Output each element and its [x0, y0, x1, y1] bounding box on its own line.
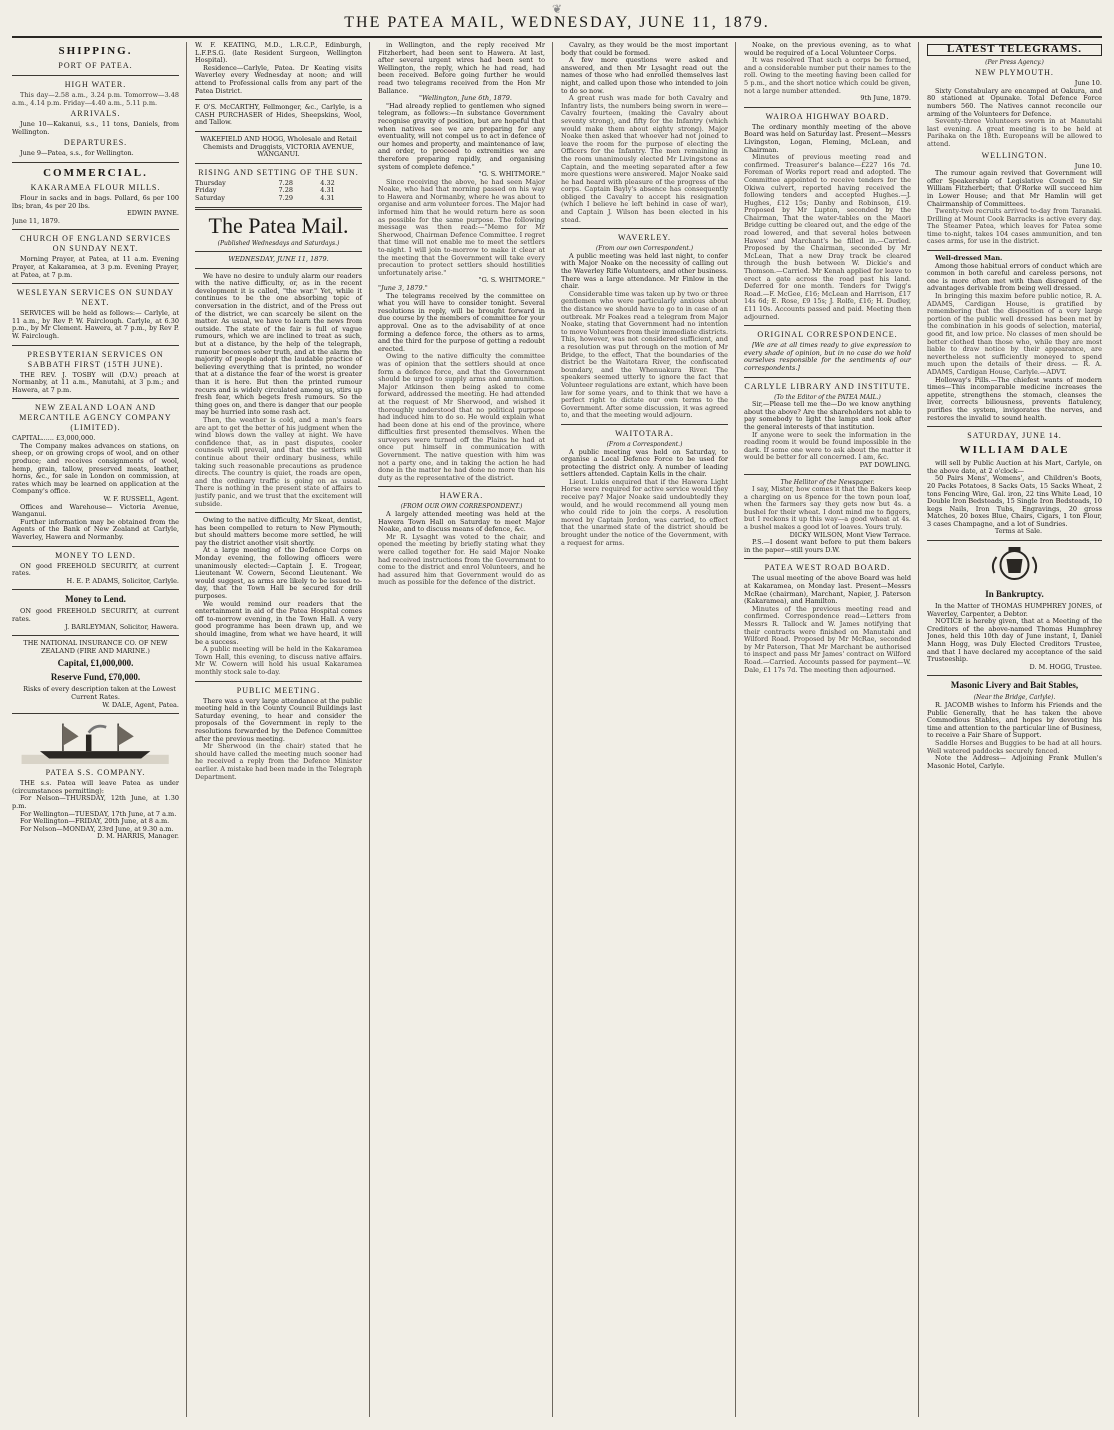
editorial-hospital: We would remind our readers that the entertainment in aid of the Patea Hospital comes off to-morrow evening, in the Town Hall. A very good programme has been drawn up, and we should imagine, from what we have heard, it will be a success.: [195, 599, 362, 646]
sun-table: [195, 180, 362, 203]
masonic-text: R. JACOMB wishes to Inform his Friends and the Public Generally, that he has taken the above Commodious Stables, and hopes by devoting his time and attention to the particular line of Business, to receive a Fair Share of Support.: [927, 701, 1102, 740]
ss-text: THE s.s. Patea will leave Patea as under (circumstances permitting):: [12, 779, 179, 795]
terms: Terms at Sale.: [994, 527, 1043, 536]
masthead-title: THE PATEA MAIL, WEDNESDAY, JUNE 11, 1879.: [344, 14, 770, 31]
notice-text: NOTICE is hereby given, that at a Meeting of the Creditors of the above-named Thomas Humphrey Jones, held this 10th day of June instant, I, Daniel Mann Hogg, was Duly Elected Creditors Trustee, and that I have declared my acceptance of the said Trusteeship.: [927, 617, 1102, 664]
patea-west-text: The usual meeting of the above Board was held at Kakaramea, on Monday last. Present—Messrs McRae (chairman), Marchant, Napier, J. Paterson (Kakaramea), and Hamilton.: [744, 574, 911, 606]
library-subtitle: (To the Editor of the PATEA MAIL.): [774, 393, 881, 401]
money2-text: ON good FREEHOLD SECURITY, at current rates.: [12, 607, 179, 623]
paper-date: WEDNESDAY, JUNE 11, 1879.: [228, 255, 329, 264]
pat-dowling: PAT DOWLING.: [859, 460, 911, 469]
church-text: Morning Prayer, at Patea, at 11 a.m. Evening Prayer, at Kakaramea, at 3 p.m. Evening Prayer, at Patea, at 7 p.m.: [12, 255, 179, 279]
insurance-reserve: Reserve Fund, £70,000.: [50, 672, 141, 683]
paper-title: The Patea Mail.: [208, 212, 349, 238]
port-heading: PORT OF PATEA.: [58, 61, 133, 70]
meeting-committee-text: The telegrams received by the committee on what you will have to consider tonight. Several resolutions in reply, will be brought forward in due course by the members of committee for your approval. One as to the advisability of at once forming a defence force, the others as to arms, and the third for the purpose of getting a redoubt erected.: [378, 291, 545, 353]
masonic-address: Note the Address— Adjoining Frank Mullen's Masonic Hotel, Carlyle.: [927, 754, 1102, 770]
holloway-text: Holloway's Pills.—The chiefest wants of modern times—This incomparable medicine increases the appetite, strengthens the stomach, cleanses the liver, corrects biliousness, prevents flatulency, purifies the system, invigorates the nerves, and restores the invalid to sound health.: [927, 375, 1102, 422]
dale-sig: W. DALE, Agent, Patea.: [102, 700, 179, 709]
money2-heading: Money to Lend.: [65, 594, 126, 605]
column-6: LATEST TELEGRAMS. (Per Press Agency.) NEW PLYMOUTH. June 10. Sixty Constabulary are encamped at Oakura, and 80 stationed at Opunake. Total Defence Force numbers 560. The Natives cannot reconcile our arming of the Volunteers for Defence. Seventy-three Volunteers sworn in at Manutahi last evening. A great meeting is to be held at Parihaka on the 18th. Europeans will be allowed to attend. WELLINGTON. June 10. The rumour again revived that Government will offer Speakership of Legislative Council to Sir William Fitzherbert; that O'Rorke will succeed him in Lower House; and that Mr Hamlin will get Chairmanship of Committees. Twenty-two recruits arrived to-day from Taranaki. Drilling at Mount Cook Barracks is active every day. The Steamer Patea, which leaves for Patea some time to-night, takes 104 cases ammunition, and ten cases arms, for use in the district. Well-dressed Man. Among those habitual errors of conduct which are common in both careful and careless persons, not one is more often met with than disregard of the advantages derivable from being well dressed. In bringing this maxim before public notice, R. A. ADAMS, Cardigan House, is gratified by remembering that the disposition of a very large portion of the public well dressed has been met by the combination in his goods of selection, material, good fit, and low price. No classes of men should be better clothed than those who, while they are most liable to draw notice by their appearance, are nevertheless not sufficiently moneyed to spend much upon the details of their dress. — R. A. ADAMS, Cardigan House, Carlyle.—ADVT. Holloway's Pills.—The chiefest wants of modern times—This incomparable medicine increases the appetite, strengthens the stomach, cleanses the liver, corrects biliousness, prevents flatulency, purifies the system, invigorates the nerves, and restores the invalid to sound health. SATURDAY, JUNE 14. WILLIAM DALE will sell by Public Auction at his Mart, Carlyle, on the above date, at 2 o'clock— 50 Pairs Mens', Womens', and Children's Boots, 20 Packs Potatoes, 8 Sacks Oats, 15 Sacks Wheat, 2 tons Fencing Wire, Gal. iron, 22 tins White Lead, 10 Double Iron Bedsteads, 15 Single Iron Bedsteads, 10 kegs Nails, Iron Tubs, Engravings, 20 gross Matches, 20 boxes Blue, Chairs, Cigars, 1 ton Flour, 3 cases Champagne, and a lot of Sundries. Terms at Sale. In Bankruptcy. In the Matter of THOMAS HUMPHREY JONES, of Waverley, Carpenter, a Debtor. NOTICE is hereby given, that at a Meeting of the Creditors of the above-named Thomas Humphrey Jones, held this 10th day of June instant, I, Daniel Mann Hogg, was Duly Elected Creditors Trustee, and that I have declared my acceptance of the said Trusteeship. D. M. HOGG, Trustee. Masonic Livery and Bait Stables, (Near the Bridge, Carlyle). R. JACOMB wishes to Inform his Friends and the Public Generally, that he has taken the above Commodious Stables, and hopes by devoting his time and attention to the particular line of Business, to receive a Fair Share of Support. Saddle Horses and Buggies to be had at all hours. Well watered paddocks securely fenced. Note the Address— Adjoining Frank Mullen's Masonic Hotel, Carlyle.: [927, 43, 1102, 770]
orig-note: [We are at all times ready to give expression to every shade of opinion, but in no case do we hold ourselves responsible for the sentiments of our correspondents.]: [744, 341, 911, 372]
royal-arms-illustration: [962, 545, 1067, 585]
sun-day: Thursday: [195, 178, 226, 187]
wesleyan-heading: WESLEYAN SERVICES ON SUNDAY NEXT.: [16, 288, 175, 308]
flour-text: Flour in sacks and in bags. Pollard, 6s per 100 lbs; bran, 4s per 20 lbs.: [12, 193, 179, 210]
waitotara-subtitle: (From a Correspondent.): [606, 440, 683, 448]
loan-text: The Company makes advances on stations, on sheep, or on growing crops of wool, and on other produce; and receives consignments of wool, hemp, grain, tallow, preserved meats, leather, horns, &c., for sale in London on commission, at rates which may be learned on application at the Company's office.: [12, 441, 179, 496]
dicky-wilson: DICKY WILSON, Mont View Terrace.: [789, 530, 911, 539]
dale-items: 50 Pairs Mens', Womens', and Children's Boots, 20 Packs Potatoes, 8 Sacks Oats, 15 Sacks Wheat, 2 tons Fencing Wire, Gal. iron, 22 tins White Lead, 10 Double Iron Bedsteads, 15 Single Iron Bedsteads, 10 kegs Nails, Iron Tubs, Engravings, 20 gross Matches, 20 boxes Blue, Chairs, Cigars, 1 ton Flour, 3 cases Champagne, and a lot of Sundries.: [927, 474, 1102, 528]
wesleyan-text: SERVICES will be held as follows:— Carlyle, at 11 a.m., by Rev P. W. Fairclough. Carlyle, at 6.30 p.m., by Mr Clement. Hawera, at 7 p.m., by Rev P. W. Fairclough.: [12, 309, 179, 340]
latest-telegrams-heading: LATEST TELEGRAMS.: [927, 44, 1102, 56]
column-4: Cavalry, as they would be the most important body that could be formed. A few more questions were asked and answered, and then Mr Lysaght read out the names of those who had enrolled themselves last night, and called upon those who intended to join to do so now. A great rush was made for both Cavalry and Infantry lists, the numbers being sworn in were—Cavalry fourteen, (making the Cavalry about seventy strong), and fifty for the Infantry (which would make them about eighty strong). Major Noake then asked that whoever had not joined to leave the room for the purpose of electing the Officers for the Infantry. The men remaining in the room unanimously elected Mr Livingstone as Captain, and the meeting separated after a few more questions were answered. Major Noake said he had heard with pleasure of the progress of the corps. Captain Bayly's absence has consequently obliged the Cavalry to accept his resignation (which I believe he left behind in case of war), and Captain J. Wilson has been elected in his stead. WAVERLEY. (From our own Correspondent.) A public meeting was held last night, to confer with Major Noake on the necessity of calling out the Waverley Rifle Volunteers, and other business. There was a large attendance. Mr Finlow in the chair. Considerable time was taken up by two or three gentlemen who were particularly anxious about the distance we should have to go to in case of an outbreak. Mr Foakes read a telegram from Major Noake, stating that Government had no intention to move Volunteers from their immediate districts. This, however, was not considered sufficient, and a resolution was put through on the motion of Mr Bridge, to the effect, That the boundaries of the district be the Waitotara River, the confiscated boundary, and the Whenuakura River. The speakers seemed utterly to ignore the fact that Volunteer regulations are extant, which have been law for some years, and to think that we have a perfect right to dictate our own terms to the Government. After some discussion, it was agreed to, and that the meeting would adjourn. WAITOTARA. (From a Correspondent.) A public meeting was held on Saturday, to organise a Local Defence Force to be used for protecting the district only. A number of leading settlers attended. Captain Kells in the chair. Lieut. Lukis enquired that if the Hawera Light Horse were required for active service would they receive pay? Major Noake said undoubtedly they would, and he would recommend all young men who could ride to join the corps. A resolution moved by Captain Jordon, was carried, to effect that the unarmed state of the district should be brought under the notice of the Government, with a request for arms.: [561, 42, 736, 1417]
bankruptcy-heading: In Bankruptcy.: [985, 589, 1044, 600]
editorial-defence: At a large meeting of the Defence Corps on Monday evening, the following officers were unanimously elected:—Captain J. E. Trogear, Lieutenant W. Cowern, Second Lieutenant. We would suggest, as arms are likely to be issued to-day, that the Town Hall be secured for drill purposes.: [195, 546, 362, 601]
russell-more: Further information may be obtained from the Agents of the Bank of New Zealand at Carlyle, Waverley, Hawera and Normanby.: [12, 517, 179, 541]
sun-day: Saturday: [195, 193, 225, 202]
keating-text: Residence—Carlyle, Patea. Dr Keating visits Waverley every Wednesday at noon; and will attend to Professional calls from any part of the Patea District.: [195, 63, 362, 95]
column-1: SHIPPING. PORT OF PATEA. HIGH WATER. This day—2.58 a.m., 3.24 p.m. Tomorrow—3.48 a.m., 4.14 p.m. Friday—4.40 a.m., 5.11 p.m. ARRIVALS. June 10—Kakanui, s.s., 11 tons, Daniels, from Wellington. DEPARTURES. June 9—Patea, s.s., for Wellington. COMMERCIAL. KAKARAMEA FLOUR MILLS. Flour in sacks and in bags. Pollard, 6s per 100 lbs; bran, 4s per 20 lbs. EDWIN PAYNE. June 11, 1879. CHURCH OF ENGLAND SERVICES ON SUNDAY NEXT. Morning Prayer, at Patea, at 11 a.m. Evening Prayer, at Kakaramea, at 3 p.m. Evening Prayer, at Patea, at 7 p.m. WESLEYAN SERVICES ON SUNDAY NEXT. SERVICES will be held as follows:— Carlyle, at 11 a.m., by Rev P. W. Fairclough. Carlyle, at 6.30 p.m., by Mr Clement. Hawera, at 7 p.m., by Rev P. W. Fairclough. PRESBYTERIAN SERVICES ON SABBATH FIRST (15TH JUNE). THE REV. J. TOSBY will (D.V.) preach at Normanby, at 11 a.m., Manutahi, at 3 p.m.; and Hawera, at 7 p.m. NEW ZEALAND LOAN AND MERCANTILE AGENCY COMPANY (LIMITED). CAPITAL...... £3,000,000. The Company makes advances on stations, on sheep, or on growing crops of wool, and on other produce; and receives consignments of wool, hemp, grain, tallow, preserved meats, leather, horns, &c., for sale in London on commission, at rates which may be learned on application at the Company's office. W. F. RUSSELL, Agent. Offices and Warehouse— Victoria Avenue, Wanganui. Further information may be obtained from the Agents of the Bank of New Zealand at Carlyle, Waverley, Hawera and Normanby. MONEY TO LEND. ON good FREEHOLD SECURITY, at current rates. H. E. P. ADAMS, Solicitor, Carlyle. Money to Lend. ON good FREEHOLD SECURITY, at current rates. J. BARLEYMAN, Solicitor, Hawera. THE NATIONAL INSURANCE CO. OF NEW ZEALAND (FIRE AND MARINE.) Capital, £1,000,000. Reserve Fund, £70,000. Risks of every description taken at the Lowest Current Rates. W. DALE, Agent, Patea. PATEA S.S. COMPANY. THE s.s. Patea will leave Patea as under (circumstances permitting): For Nelson—THURSDAY, 12th June, at 1.30 p.m. For Wellington—TUESDAY, 17th June, at 7 a.m. For Wellington—FRIDAY, 20th June, at 8 a.m. For Nelson—MONDAY, 23rd June, at 9.30 a.m. D. M. HARRIS, Manager.: [12, 42, 187, 1417]
np-date: June 10.: [1074, 79, 1102, 88]
bankruptcy-text: In the Matter of THOMAS HUMPHREY JONES, of Waverley, Carpenter, a Debtor.: [927, 602, 1102, 618]
ss-nelson2: For Nelson—MONDAY, 23rd June, at 9.30 a.m.: [20, 824, 174, 833]
loan-heading: NEW ZEALAND LOAN AND MERCANTILE AGENCY COMPANY (LIMITED).: [19, 403, 172, 433]
presbyterian-text: THE REV. J. TOSBY will (D.V.) preach at Normanby, at 11 a.m., Manutahi, at 3 p.m.; and Hawera, at 7 p.m.: [12, 370, 179, 394]
hellitor-heading: The Hellitor of the Newspaper.: [780, 478, 875, 486]
wairoa-text: The ordinary monthly meeting of the above Board was held on Saturday last. Present—Messrs Livingston, Logan, Fleming, McLean, and Chairman.: [744, 122, 911, 154]
ss-heading: PATEA S.S. COMPANY.: [45, 768, 146, 778]
departures-heading: DEPARTURES.: [63, 138, 128, 148]
orig-correspondence-heading: ORIGINAL CORRESPONDENCE.: [757, 330, 898, 340]
money-text: ON good FREEHOLD SECURITY, at current rates.: [12, 561, 179, 578]
well-dressed-text: Among those habitual errors of conduct which are common in both careful and careless persons, not one is more often met with than disregard of the advantages derivable from being well dressed.: [927, 261, 1102, 293]
column-2: W. F. KEATING, M.D., L.R.C.P., Edinburgh, L.F.P.S.G. (late Resident Surgeon, Wellington Hospital). Residence—Carlyle, Patea. Dr Keating visits Waverley every Wednesday at noon; and will attend to Professional calls from any part of the Patea District. F. O'S. McCARTHY, Fellmonger, &c., Carlyle, is a CASH PURCHASER of Hides, Sheepskins, Wool, and Tallow. WAKEFIELD AND HOGG, Wholesale and Retail Chemists and Druggists, VICTORIA AVENUE, WANGANUI. RISING AND SETTING OF THE SUN. Thursday 7.28 4.32 Friday 7.28 4.31 Saturday 7.29 4.31 The Patea Mail. (Published Wednesdays and Saturdays.) WEDNESDAY, JUNE 11, 1879. We have no desire to unduly alarm our readers with the native difficulty, or, as in the recent development it is called, "the war." Yet, while it continues to be the one absorbing topic of conversation in the district, and of the Press out of the district, we can scarcely be silent on the matter. As usual, we have to learn the news from outside. The state of the fair is full of vague rumours, which we are inclined to treat as such, but at a distance, by the help of the telegraph, rumour becomes sober truth, and at the alarm the majority of people adopt the laudable practice of believing everything that is printed, no wonder that at a distance the fear of the worst is greater than it is here. But then the printed rumour recurs and is widely circulated among us, stirs up fresh fear, which begets fresh rumours. So the thing goes on, and there is danger that our people may be hurried into some rash act. Then, the weather is cold, and a man's fears are apt to get the better of his judgment when the wind blows down the valley at night. We have confidence that, as in past disputes, cooler counsels will prevail, and that the settlers will continue about their ordinary business, while taking such reasonable precautions as prudence directs. The country is quiet, the roads are open, and the ordinary traffic is going on as usual. There is nothing in the present state of affairs to justify panic, and we trust that the excitement will subside. Owing to the native difficulty, Mr Skeat, dentist, has been compelled to return to New Plymouth; but should matters become more settled, he will pay the district another visit shortly. At a large meeting of the Defence Corps on Monday evening, the following officers were unanimously elected:—Captain J. E. Trogear, Lieutenant W. Cowern, Second Lieutenant. We would suggest, as arms are likely to be issued to-day, that the Town Hall be secured for drill purposes. We would remind our readers that the entertainment in aid of the Patea Hospital comes off to-morrow evening, in the Town Hall. A very good programme has been drawn up, and we should imagine, from what we have heard, it will be a success. A public meeting will be held in the Kakaramea Town Hall, this evening, to discuss native affairs. Mr W. Cowern will hold his usual Kakaramea monthly stock sale to-day. PUBLIC MEETING. There was a very large attendance at the public meeting held in the County Council Buildings last Saturday evening, to hear and consider the proposals of the Government in reply to the resolutions forwarded by the Defence Committee after the previous meeting. Mr Sherwood (in the chair) stated that he should have called the meeting much sooner had he received a reply from the Defence Minister earlier. A mistake had been made in the Telegraph Department.: [195, 42, 370, 1417]
edwin-payne: EDWIN PAYNE.: [127, 209, 179, 218]
ss-wellington: For Wellington—TUESDAY, 17th June, at 7 a.m.: [20, 809, 177, 818]
wairoa-heading: WAIROA HIGHWAY BOARD.: [765, 111, 890, 121]
sun-set: 4.31: [320, 193, 335, 202]
wel-text: The rumour again revived that Government will offer Speakership of Legislative Council to Sir William Fitzherbert; that O'Rorke will succeed him in Lower House; and that Mr Hamlin will get Chairmanship of Committees.: [927, 169, 1102, 208]
russell-office: Offices and Warehouse— Victoria Avenue, Wanganui.: [12, 502, 179, 519]
wellington-heading: WELLINGTON.: [981, 150, 1048, 160]
dale-text: will sell by Public Auction at his Mart, Carlyle, on the above date, at 2 o'clock—: [927, 459, 1102, 475]
insurance-risks: Risks of every description taken at the Lowest Current Rates.: [23, 685, 176, 701]
commercial-heading: COMMERCIAL.: [43, 166, 148, 179]
waverley-text: A public meeting was held last night, to confer with Major Noake on the necessity of calling out the Waverley Rifle Volunteers, and other business. There was a large attendance. Mr Finlow in the chair.: [561, 251, 728, 291]
col4-text2: A few more questions were asked and answered, and then Mr Lysaght read out the names of those who had enrolled themselves last night, and called upon those who intended to join to do so now.: [561, 56, 728, 95]
col4-text1: Cavalry, as they would be the most important body that could be formed.: [561, 42, 728, 57]
keating-heading: W. F. KEATING, M.D., L.R.C.P., Edinburgh, L.F.P.S.G. (late Resident Surgeon, Wellington Hospital).: [195, 42, 362, 65]
sun-rise: 7.29: [278, 193, 293, 202]
sun-set: 4.31: [320, 186, 335, 195]
whitmore-sig2: "G. S. WHITMORE.": [478, 276, 545, 285]
library-heading: CARLYLE LIBRARY AND INSTITUTE.: [744, 381, 911, 391]
arrivals-heading: ARRIVALS.: [70, 109, 121, 119]
russell-sig: W. F. RUSSELL, Agent.: [103, 495, 179, 504]
hogg-sig: D. M. HOGG, Trustee.: [1029, 662, 1102, 671]
saturday-heading: SATURDAY, JUNE 14.: [967, 431, 1062, 441]
sun-table-heading: RISING AND SETTING OF THE SUN.: [198, 167, 359, 177]
paper-subtitle: (Published Wednesdays and Saturdays.): [217, 239, 340, 247]
sun-day: Friday: [195, 186, 217, 195]
patea-west-heading: PATEA WEST ROAD BOARD.: [764, 563, 891, 573]
well-dressed-title: Well-dressed Man.: [935, 254, 1003, 263]
ss-wellington2: For Wellington—FRIDAY, 20th June, at 8 a.m.: [20, 817, 170, 826]
ss-nelson: For Nelson—THURSDAY, 12th June, at 1.30 p.m.: [12, 794, 179, 810]
presbyterian-heading: PRESBYTERIAN SERVICES ON SABBATH FIRST (15TH JUNE).: [27, 349, 164, 369]
meeting-heading: PUBLIC MEETING.: [236, 685, 321, 695]
arrival-text: June 10—Kakanui, s.s., 11 tons, Daniels, from Wellington.: [12, 120, 179, 136]
waverley-subtitle: (From our own Correspondent.): [595, 245, 694, 253]
william-dale-heading: WILLIAM DALE: [959, 444, 1070, 457]
col3-text1: in Wellington, and the reply received Mr Fitzherbert, had been sent to Hawera. At last, after several urgent wires had been sent to Wellington, the reply, which he had read, had been received. Before going further he would read two telegrams received from the Hon Mr Ballance.: [378, 42, 545, 95]
shipping-heading: SHIPPING.: [58, 45, 133, 57]
hawera-heading: HAWERA.: [439, 491, 484, 501]
press-agency: (Per Press Agency.): [985, 58, 1044, 66]
masthead-ornament: ❦: [551, 2, 563, 16]
barleyman-sig: J. BARLEYMAN, Solicitor, Hawera.: [64, 622, 179, 631]
column-3: in Wellington, and the reply received Mr Fitzherbert, had been sent to Hawera. At last, after several urgent wires had been sent to Wellington, the reply, which he had read, had been received. Before going further he would read two telegrams received from the Hon Mr Ballance. "Wellington, June 6th, 1879. "Had already replied to gentlemen who signed telegram, as follows:—In substance Government recognise gravity of position, but are hopeful that when natives see we are preparing for any eventuality, will not compel us to act in defence of our homes and property, and maintenance of law, and order, to proceed to extremities we are therefore preparing rapidly, and organising system of complete defence." "G. S. WHITMORE." Since receiving the above, he had seen Major Noake, who had that morning passed on his way to Hawera and Normanby, where he was about to organise and arm volunteer forces. The Major had informed him that he would return here as soon as possible for the same purpose. The following message was then read:—"Memo for Mr Sherwood, Chairman Defence Committee. I regret that time will not enable me to meet the settlers to-night. I will join to-morrow to make it clear at the meeting that the Government will take every precaution to protect settlers should hostilities unfortunately arise." "G. S. WHITMORE." "June 3, 1879." The telegrams received by the committee on what you will have to consider tonight. Several resolutions in reply, will be brought forward in due course by the members of committee for your approval. One as to the advisability of at once forming a defence force, the others as to arms, and the third for the purpose of getting a redoubt erected. Owing to the native difficulty the committee was of opinion that the settlers should at once form a defence force, and that the Government should be urged to supply arms and ammunition. Major Atkinson then being asked to come forward, addressed the meeting. He had attended at the request of Mr Sherwood, and wished it thoroughly understood that no political purpose had induced him to do so. He would explain what had been done at his end of the province, where difficulties first presented themselves. When the surveyors were turned off the Plains he had at once put himself in communication with Government. The native question with him was not a party one, and in taking the action he had done in the matter he had done no more than his duty as the representative of the district. HAWERA. (FROM OUR OWN CORRESPONDENT.) A largely attended meeting was held at the Hawera Town Hall on Saturday to meet Major Noake, and to discuss means of defence, &c. Mr R. Lysaght was voted to the chair, and opened the meeting by briefly stating what they were called together for. He said Major Noake had received instructions from the Government to come to the district and enrol Volunteers, and he had assured him that Government would do as much as possible for the defence of the district.: [378, 42, 553, 1417]
capital-text: CAPITAL...... £3,000,000.: [12, 434, 96, 443]
waitotara-heading: WAITOTARA.: [615, 428, 674, 438]
telegram-text: "Had already replied to gentlemen who signed telegram, as follows:—In substance Government recognise gravity of position, but are hopeful that when natives see we are preparing for any eventuality, will not compel us to act in defence of our homes and property, and maintenance of law, and order, to proceed to extremities we are therefore preparing rapidly, and organising system of complete defence.": [378, 101, 545, 171]
hawera-text: A largely attended meeting was held at the Hawera Town Hall on Saturday to meet Major Noake, and to discuss means of defence, &c.: [378, 510, 545, 534]
editorial-text: We have no desire to unduly alarm our readers with the native difficulty, or, as in the recent development it is called, "the war." Yet, while it continues to be the one absorbing topic of conversation in the district, and of the Press out of the district, we can scarcely be silent on the matter. As usual, we have to learn the news from outside. The state of the fair is full of vague rumours, which we are inclined to treat as such, but at a distance, by the help of the telegraph, rumour becomes sober truth, and at the alarm the majority of people adopt the laudable practice of believing everything that is printed, no wonder that at a distance the fear of the worst is greater than it is here. But then the printed rumour recurs and is widely circulated among us, stirs up fresh fear, which begets fresh rumours. So the thing goes on, and there is danger that our people may be hurried into some rash act.: [195, 271, 362, 417]
masonic-heading: Masonic Livery and Bait Stables,: [950, 680, 1079, 691]
edwin-date: June 11, 1879.: [12, 216, 60, 225]
masthead: [12, 2, 1102, 38]
departure-text: June 9—Patea, s.s., for Wellington.: [20, 149, 134, 158]
insurance-heading: THE NATIONAL INSURANCE CO. OF NEW ZEALAND (FIRE AND MARINE.): [23, 639, 168, 655]
waverley-heading: WAVERLEY.: [618, 233, 671, 243]
col5-date: 9th June, 1879.: [860, 94, 911, 103]
kakaramea-heading: KAKARAMEA FLOUR MILLS.: [30, 182, 161, 192]
adams-sig: H. E. P. ADAMS, Solicitor, Carlyle.: [66, 576, 179, 585]
insurance-capital: Capital, £1,000,000.: [57, 658, 134, 669]
waitotara-text: A public meeting was held on Saturday, to organise a Local Defence Force to be used for protecting the district only. A number of leading settlers attended. Captain Kells in the chair.: [561, 447, 728, 479]
june3-date: "June 3, 1879.": [378, 284, 428, 292]
money-heading: MONEY TO LEND.: [55, 550, 136, 560]
sun-set: 4.32: [320, 178, 335, 187]
meeting-text: There was a very large attendance at the public meeting held in the County Council Buildings last Saturday evening, to hear and consider the proposals of the Government in reply to the resolutions forwarded by the Defence Committee after the previous meeting.: [195, 696, 362, 743]
col5-text1: Noake, on the previous evening, as to what would be required of a Local Volunteer Corps.: [744, 42, 911, 57]
columns: [12, 42, 1102, 1417]
library-text: Sir,—Please tell me the—Do we know anything about the above? Are the shareholders not able to pay somebody to light the lamps and look after the general interests of that institution.: [744, 400, 911, 431]
column-5: Noake, on the previous evening, as to what would be required of a Local Volunteer Corps. It was resolved That such a corps be formed, and a considerable number put their names to the roll. Owing to the meeting having been called for 5 p.m., and the short notice which could be given, not a large number attended. 9th June, 1879. WAIROA HIGHWAY BOARD. The ordinary monthly meeting of the above Board was held on Saturday last. Present—Messrs Livingston, Logan, Fleming, McLean, and Chairman. Minutes of previous meeting read and confirmed. Treasurer's balance—£227 16s 7d. Foreman of Works report read and adopted. The Committee appointed to receive tenders for the Okiwa culvert, reported having received the following tenders and accepted Hughes.—J. Hughes, £12 15s; Danby and Robinson, £19. Proposed by Mr Lupton, seconded by the Chairman, That the water-tables on the Maori Bridge cutting be cleared out, and the edge of the road lowered, and that several holes between Hawes' and Marchant's be filled in.—Carried. Proposed by the Chairman, seconded by Mr McLean, That a new Dray track be cleared through the bush between W. Dickie's and Thomson.—Carried. Mr Kenah applied for leave to erect a gate across the road past his land. Deferred for one month. Tenders for Twigg's Road.—F. McGee, £16; McLean and Harrison, £17 14s 6d; E. Rose, £9 15s; J. Rolfe, £16; H. Dudley, £11 10s. Accounts passed and paid. Meeting then adjourned. ORIGINAL CORRESPONDENCE. [We are at all times ready to give expression to every shade of opinion, but in no case do we hold ourselves responsible for the sentiments of our correspondents.] CARLYLE LIBRARY AND INSTITUTE. (To the Editor of the PATEA MAIL.) Sir,—Please tell me the—Do we know anything about the above? Are the shareholders not able to pay somebody to light the lamps and look after the general interests of that institution. If anyone were to seek the information in the reading room it would be found impossible in the dark. If some one were to ask about the matter it would be better for all concerned. I am, &c. PAT DOWLING. The Hellitor of the Newspaper. I say, Mister, how comes it that the Bakers keep a charging on us 8pence for the town poun loaf, when the farmers say they gets now but 4s. a bushel for their wheat. I dont mind me to figgers, but I reckons it up this way—a good wheat at 4s. a bushel makes a good lot of loaves. Yours truly. DICKY WILSON, Mont View Terrace. P.S.—I dosent want before to put them bakers in the paper—still yours D.W. PATEA WEST ROAD BOARD. The usual meeting of the above Board was held at Kakaramea, on Monday last. Present—Messrs McRae (chairman), Marchant, Napier, J. Paterson (Kakaramea), and Hamilton. Minutes of the previous meeting read and confirmed. Correspondence read—Letters from Messrs R. Tallock and W. James notifying that their contracts were finished on Manutahi and Wilford Road. Proposed by Mr McRae, seconded by Mr Paterson, That Mr Marchant be authorised to inspect and pass Mr James' contract on Wilford Road.—Carried. Accounts passed for payment—W. Dale, £1 17s 7d. The meeting then adjourned.: [744, 42, 919, 1417]
hawera-subtitle: (FROM OUR OWN CORRESPONDENT.): [400, 503, 523, 511]
masonic-subtitle: (Near the Bridge, Carlyle).: [973, 694, 1056, 702]
new-plymouth-heading: NEW PLYMOUTH.: [975, 68, 1054, 78]
steamship-illustration: [20, 718, 170, 764]
whitmore-sig1: "G. S. WHITMORE.": [478, 170, 545, 179]
sun-rise: 7.28: [278, 178, 293, 187]
harris-sig: D. M. HARRIS, Manager.: [96, 832, 179, 841]
sun-rise: 7.28: [278, 186, 293, 195]
church-heading: CHURCH OF ENGLAND SERVICES ON SUNDAY NEXT.: [19, 234, 172, 254]
mccarthy-ad: F. O'S. McCARTHY, Fellmonger, &c., Carlyle, is a CASH PURCHASER of Hides, Sheepskins, Wool, and Tallow.: [195, 103, 362, 127]
telegram-date: "Wellington, June 6th, 1879.: [419, 94, 512, 103]
wel-date: June 10.: [1074, 161, 1102, 170]
editorial-skeat: Owing to the native difficulty, Mr Skeat, dentist, has been compelled to return to New Plymouth; but should matters become more settled, he will pay the district another visit shortly.: [195, 516, 363, 547]
np-text: Sixty Constabulary are encamped at Oakura, and 80 stationed at Opunake. Total Defence Force numbers 560. The Natives cannot reconcile our arming of the Volunteers for Defence.: [927, 86, 1102, 118]
dicky-ps: P.S.—I dosent want before to put them bakers in the paper—still yours D.W.: [744, 538, 911, 554]
high-water-heading: HIGH WATER.: [64, 80, 127, 89]
wakefield-ad: WAKEFIELD AND HOGG, Wholesale and Retail Chemists and Druggists, VICTORIA AVENUE, WANGANUI.: [200, 134, 357, 159]
